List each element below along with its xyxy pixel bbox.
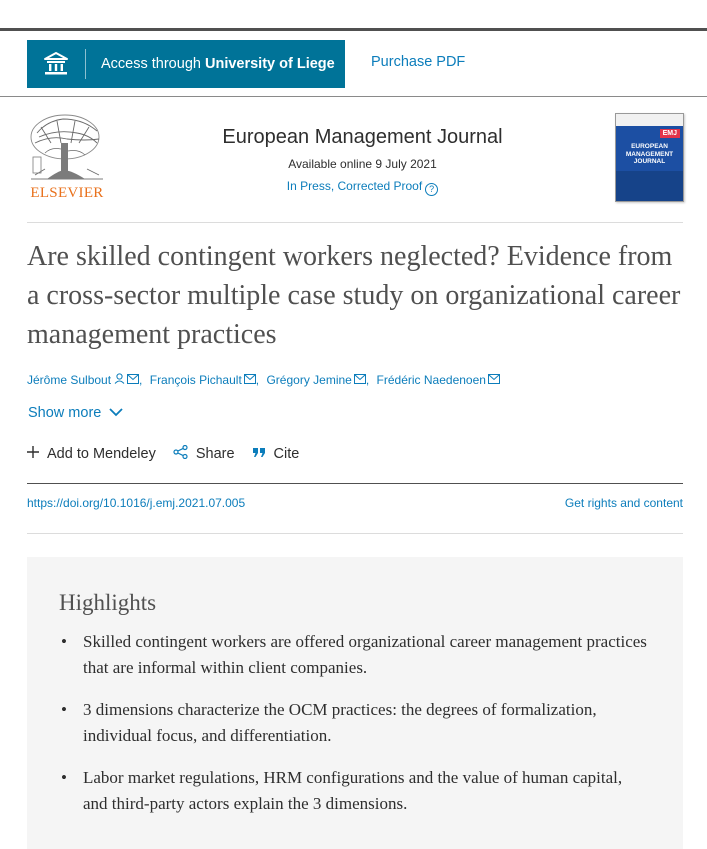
email-icon[interactable] — [244, 373, 256, 387]
author-name: Frédéric Naedenoen — [376, 373, 486, 387]
highlights-heading: Highlights — [59, 590, 157, 615]
author-name: Jérôme Sulbout — [27, 373, 112, 387]
highlights-list — [59, 629, 649, 833]
share-button[interactable] — [173, 445, 235, 463]
author-list: Jérôme Sulbout , François Pichault , Grégory Jemine , Frédéric Naedenoen — [27, 373, 500, 387]
doi-bottom-divider — [27, 533, 683, 534]
institution-name: University of Liege — [204, 56, 335, 72]
show-more-label: Show more — [28, 405, 102, 421]
top-rule — [0, 28, 707, 31]
journal-cover-image[interactable] — [615, 113, 684, 202]
author-item[interactable] — [266, 373, 365, 387]
highlight-item: • 3 dimensions characterize the OCM practices: the degrees of formalization, individual focus, and differentiation. — [61, 700, 597, 745]
highlight-item: • Skilled contingent workers are offered organizational career management practices that are informal within client companies. — [61, 632, 647, 677]
quote-icon — [252, 446, 266, 462]
add-to-mendeley-button[interactable] — [27, 446, 156, 462]
doi-divider — [27, 483, 683, 484]
highlight-text: 3 dimensions characterize the OCM practices: the degrees of formalization, individual focus, and differentiation. — [83, 700, 597, 745]
article-title: Are skilled contingent workers neglected? Evidence from a cross-sector multiple case study on organizational career management practices — [27, 241, 681, 350]
cite-label: Cite — [273, 446, 300, 462]
access-label: Access through University of Liege — [101, 56, 335, 72]
elsevier-logo[interactable] — [27, 113, 107, 203]
institution-icon — [27, 40, 85, 88]
highlight-text: Skilled contingent workers are offered organizational career management practices that are informal within client companies. — [83, 632, 647, 677]
person-icon — [114, 373, 125, 387]
header-rule — [0, 96, 707, 97]
author-item[interactable] — [27, 373, 139, 387]
email-icon[interactable] — [488, 373, 500, 387]
get-rights-link[interactable]: Get rights and content — [564, 496, 683, 510]
chevron-down-icon — [109, 405, 123, 421]
in-press-status[interactable] — [150, 179, 575, 196]
doi-link[interactable]: https://doi.org/10.1016/j.emj.2021.07.005 — [27, 496, 246, 510]
author-item[interactable] — [377, 373, 500, 387]
cover-title: EUROPEAN MANAGEMENT JOURNAL — [625, 143, 674, 165]
share-icon — [173, 445, 188, 463]
purchase-pdf-link[interactable]: Purchase PDF — [371, 54, 466, 70]
cite-button[interactable] — [252, 446, 300, 462]
elsevier-wordmark: ELSEVIER — [30, 185, 104, 201]
email-icon[interactable] — [354, 373, 366, 387]
author-item[interactable] — [150, 373, 256, 387]
journal-title[interactable]: European Management Journal — [222, 126, 503, 148]
email-icon[interactable] — [127, 373, 139, 387]
add-to-mendeley-label: Add to Mendeley — [47, 446, 156, 462]
elsevier-tree-icon — [27, 113, 107, 183]
article-actions — [27, 445, 316, 463]
available-online-date: Available online 9 July 2021 — [288, 157, 437, 171]
access-through-institution-button[interactable] — [27, 40, 345, 88]
section-divider — [27, 222, 683, 223]
author-name: François Pichault — [149, 373, 242, 387]
share-label: Share — [195, 446, 235, 462]
help-icon[interactable]: ? — [425, 183, 438, 196]
cover-top-band — [616, 114, 683, 126]
highlight-item: • Labor market regulations, HRM configurations and the value of human capital, and third-party actors explain the 3 dimensions. — [61, 768, 623, 813]
highlights-box — [27, 557, 683, 849]
plus-icon — [27, 446, 39, 462]
cover-bottom-band — [616, 171, 683, 201]
show-more-button[interactable] — [28, 405, 123, 421]
cover-badge: EMJ — [660, 129, 680, 138]
author-name: Grégory Jemine — [266, 373, 352, 387]
highlight-text: Labor market regulations, HRM configurations and the value of human capital, and third-party actors explain the 3 dimensions. — [83, 768, 623, 813]
in-press-label: In Press, Corrected Proof — [286, 179, 423, 193]
